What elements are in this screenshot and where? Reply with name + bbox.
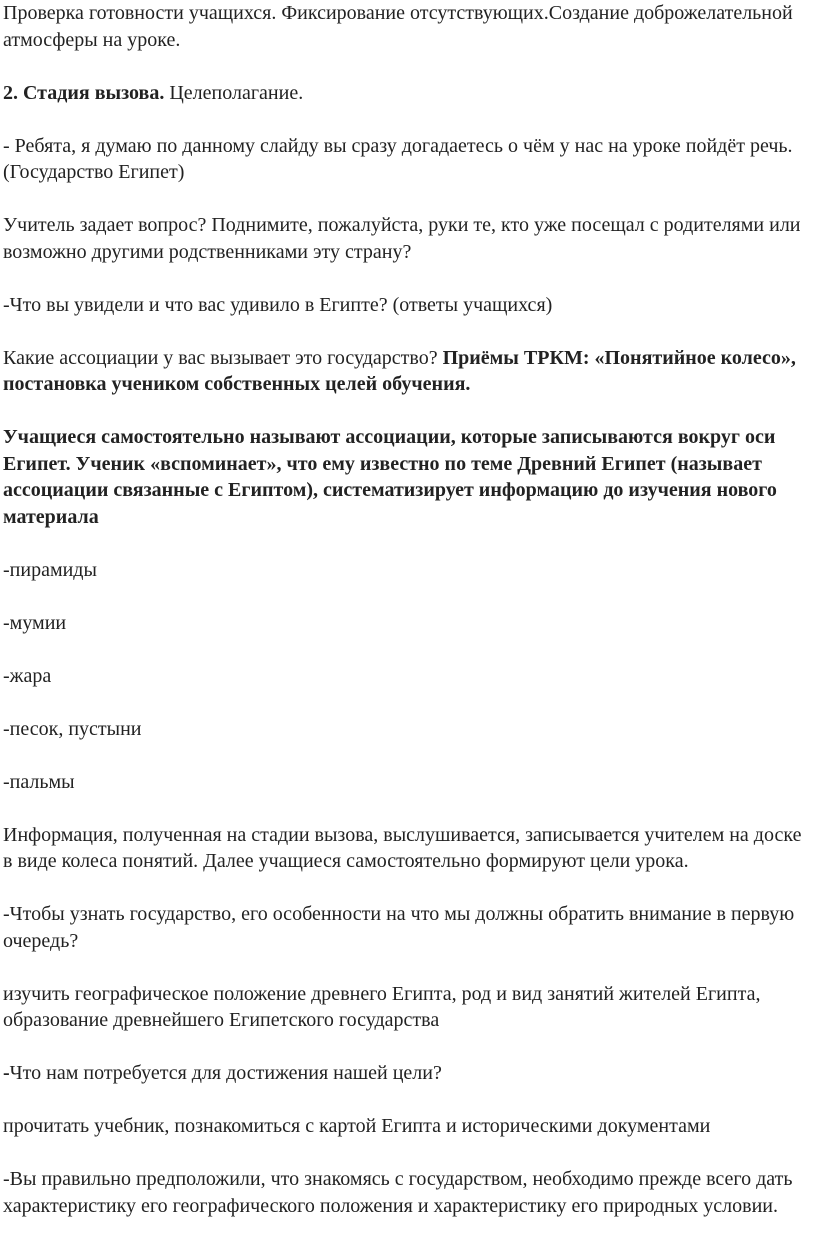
list-item: -жара bbox=[3, 664, 52, 687]
paragraph-students-task: Учащиеся самостоятельно называют ассоциации, которые записываются вокруг оси Египет. Ученик «вспоминает», что ему известно по теме Древний Египет (называет ассоциации связанные с Египтом), систематизирует информацию до изучения нового материала bbox=[3, 426, 777, 528]
list-item: -пальмы bbox=[3, 770, 75, 793]
stage-heading-bold: 2. Стадия вызова. bbox=[3, 81, 165, 104]
paragraph-teacher-question: Учитель задает вопрос? Поднимите, пожалуйста, руки те, кто уже посещал с родителями или возможно другими родственниками эту страну? bbox=[3, 214, 801, 263]
paragraph-challenge-info: Информация, полученная на стадии вызова, выслушивается, записывается учителем на доске в виде колеса понятий. Далее учащиеся самостоятельно формируют цели урока. bbox=[3, 823, 802, 872]
list-item: -пирамиды bbox=[3, 558, 97, 581]
paragraph-attendance: Проверка готовности учащихся. Фиксирование отсутствующих.Создание доброжелательной атмосферы на уроке. bbox=[3, 2, 793, 51]
list-item: -песок, пустыни bbox=[3, 717, 142, 740]
paragraph-associations bbox=[3, 345, 810, 398]
paragraph-goal-answer: изучить географическое положение древнего Египта, род и вид занятий жителей Египта, образование древнейшего Египетского государства bbox=[3, 982, 761, 1031]
paragraph-goal-question: -Чтобы узнать государство, его особенности на что мы должны обратить внимание в первую очередь? bbox=[3, 903, 795, 952]
what-needed-text: Что нам потребуется для достижения нашей цели? bbox=[9, 1062, 442, 1084]
associations-question: Какие ассоциации у вас вызывает это государство? bbox=[3, 346, 443, 369]
associations-techniques: Приёмы ТРКМ: «Понятийное колесо», постановка учеником собственных целей обучения. bbox=[3, 346, 796, 395]
dash-bold: - bbox=[3, 1062, 10, 1084]
paragraph-resources: прочитать учебник, познакомиться с картой Египта и историческими документами bbox=[3, 1115, 711, 1137]
paragraph-conclusion: -Вы правильно предположили, что знакомясь с государством, необходимо прежде всего дать характеристику его географического положения и характеристику его природных условии. bbox=[3, 1168, 793, 1217]
paragraph-stage-heading bbox=[3, 80, 810, 107]
list-item: -мумии bbox=[3, 611, 67, 634]
paragraph-what-needed bbox=[3, 1060, 810, 1087]
paragraph-what-surprised: -Что вы увидели и что вас удивило в Египте? (ответы учащихся) bbox=[3, 293, 553, 316]
stage-heading-rest: Целеполагание. bbox=[164, 81, 304, 104]
paragraph-slide-intro: - Ребята, я думаю по данному слайду вы сразу догадаетесь о чём у нас на уроке пойдёт речь.(Государство Египет) bbox=[3, 134, 793, 183]
